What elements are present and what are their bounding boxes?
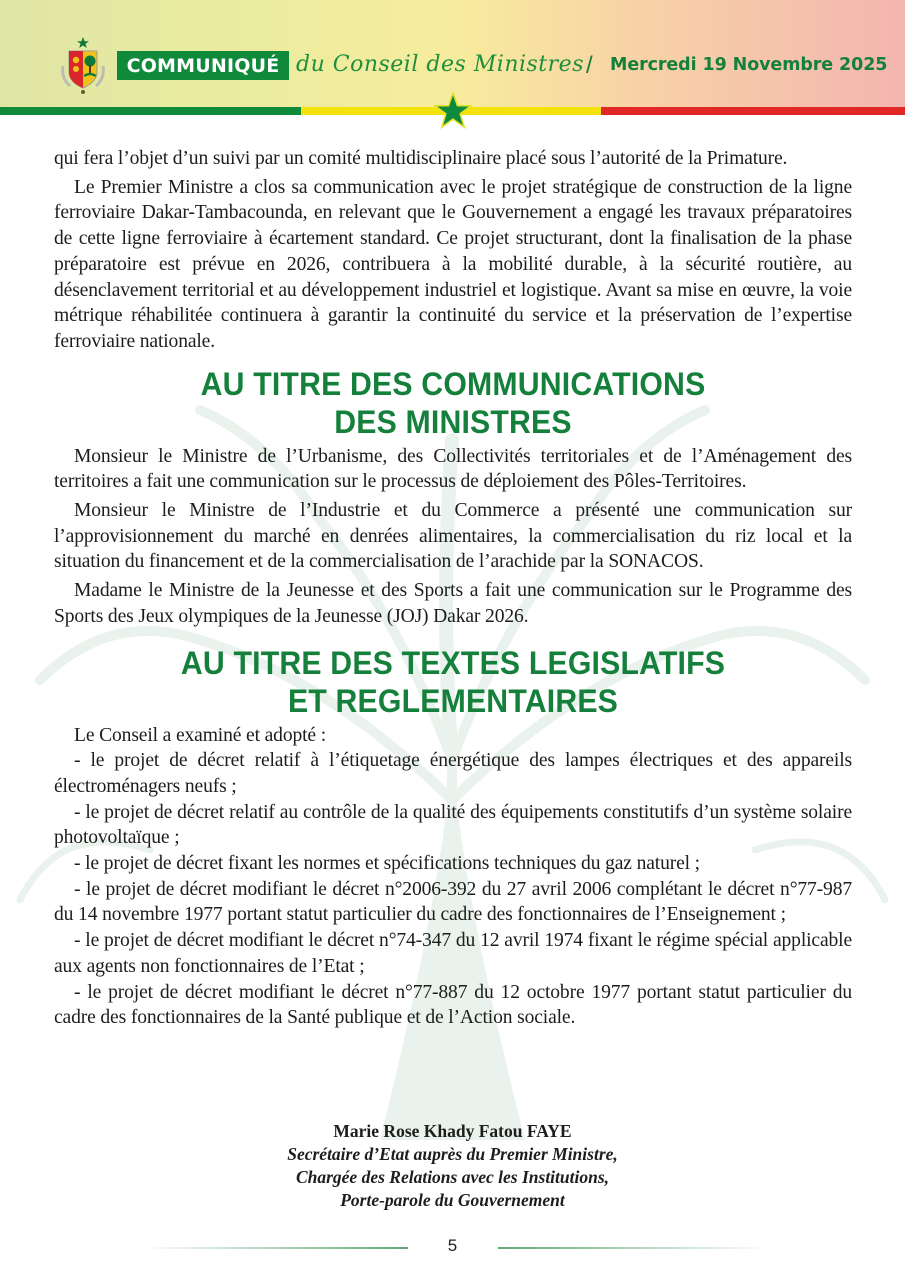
section-heading xyxy=(82,365,824,441)
stripe-green xyxy=(0,107,301,115)
paragraph: qui fera l’objet d’un suivi par un comité multidisciplinaire placé sous l’autorité de la Primature. xyxy=(54,148,788,169)
list-item: - le projet de décret modifiant le décret n°74-347 du 12 avril 1974 fixant le régime spécial applicable aux agents non fonctionnaires de l’Etat ; xyxy=(54,930,852,977)
paragraph: Le Premier Ministre a clos sa communication avec le projet stratégique de construction de la ligne ferroviaire Dakar-Tambacounda, en relevant que le Gouvernement a engagé les travaux préparatoires de cette ligne ferroviaire à écartement standard. Ce projet structurant, dont la finalisation de la phase préparatoire est prévue en 2026, contribuera à la mobilité durable, à la sécurité routière, au désenclavement territorial et au développement industriel et logistique. Avant sa mise en œuvre, la voie métrique réhabilitée continuera à garantir la continuité du service et la préservation de l’expertise ferroviaire nationale. xyxy=(54,176,852,352)
footer-divider xyxy=(140,1247,408,1249)
page-number: 5 xyxy=(447,1236,458,1255)
communique-badge: COMMUNIQUÉ xyxy=(117,51,289,80)
page-footer xyxy=(0,1236,905,1260)
list-lead: Le Conseil a examiné et adopté : xyxy=(74,724,327,746)
document-body xyxy=(54,146,852,1031)
list-item: - le projet de décret modifiant le décret n°77-887 du 12 octobre 1977 portant statut particulier du cadre des fonctionnaires de la Santé publique et de l’Action sociale. xyxy=(54,981,852,1029)
list-item: - le projet de décret relatif au contrôle de la qualité des équipements constitutifs d’un système solaire photovoltaïque ; xyxy=(54,801,852,849)
stripe-red xyxy=(601,107,905,115)
document-date: Mercredi 19 Novembre 2025 xyxy=(610,55,888,75)
section-heading-line: AU TITRE DES TEXTES LEGISLATIFS xyxy=(180,644,726,681)
paragraph: Monsieur le Ministre de l’Industrie et du Commerce a présenté une communication sur l’approvisionnement du marché en denrées alimentaires, la commercialisation du riz local et la situation du financement et de la commercialisation de l’arachide par la SONACOS. xyxy=(54,500,852,573)
section-heading xyxy=(82,644,824,720)
signatory-title: Porte-parole du Gouvernement xyxy=(340,1190,565,1210)
list-item: - le projet de décret modifiant le décret n°2006-392 du 27 avril 2006 complétant le décret n°77-987 du 14 novembre 1977 portant statut particulier du cadre des fonctionnaires de l’Enseignement ; xyxy=(54,878,852,926)
signature-block xyxy=(0,1120,905,1212)
list-item: - le projet de décret fixant les normes et spécifications techniques du gaz naturel ; xyxy=(74,853,700,875)
document-subtitle: du Conseil des Ministres xyxy=(296,51,584,77)
section-heading-line: AU TITRE DES COMMUNICATIONS xyxy=(200,365,706,402)
signatory-title: Secrétaire d’Etat auprès du Premier Ministre, xyxy=(287,1144,618,1164)
paragraph: Monsieur le Ministre de l’Urbanisme, des Collectivités territoriales et de l’Aménagement des territoires a fait une communication sur le processus de déploiement des Pôles-Territoires. xyxy=(54,445,852,493)
section-heading-line: ET REGLEMENTAIRES xyxy=(287,682,619,719)
footer-divider xyxy=(498,1247,768,1249)
header-separator: / xyxy=(586,52,593,79)
section-heading-line: DES MINISTRES xyxy=(334,403,572,440)
list-item: - le projet de décret relatif à l’étiquetage énergétique des lampes électriques et des appareils électroménagers neufs ; xyxy=(54,750,852,797)
green-star-icon xyxy=(434,92,472,130)
paragraph: Madame le Ministre de la Jeunesse et des Sports a fait une communication sur le Programme des Sports des Jeux olympiques de la Jeunesse (JOJ) Dakar 2026. xyxy=(54,580,852,627)
signatory-name: Marie Rose Khady Fatou FAYE xyxy=(333,1121,572,1141)
signatory-title: Chargée des Relations avec les Institutions, xyxy=(295,1167,610,1187)
coat-of-arms-icon xyxy=(58,36,108,96)
